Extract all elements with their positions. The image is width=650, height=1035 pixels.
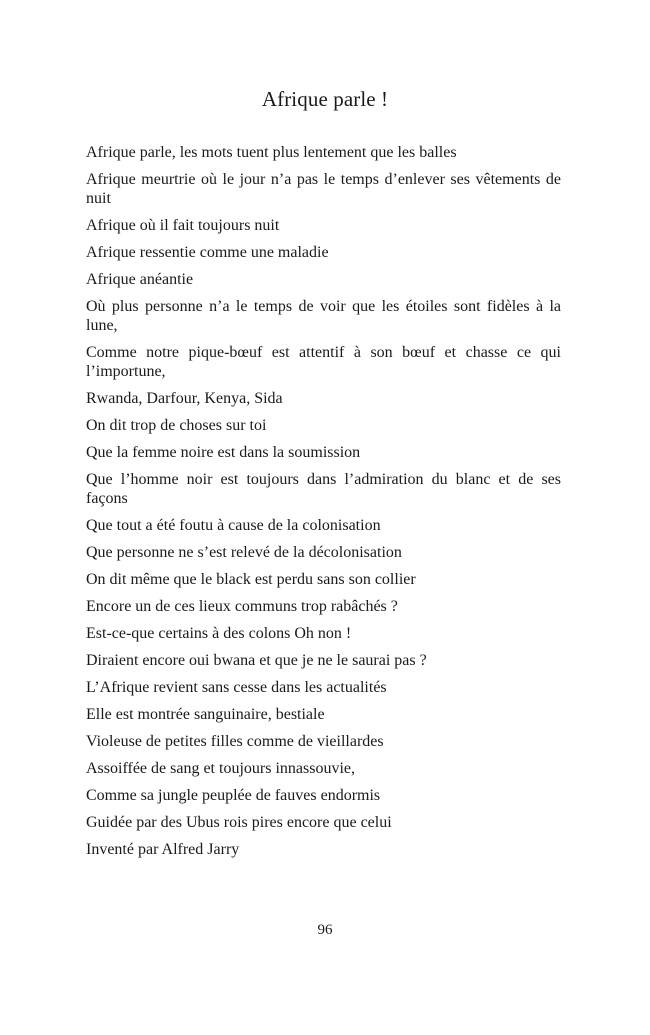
poem-verse: Où plus personne n’a le temps de voir que les étoiles sont fidèles à la lune, — [86, 298, 561, 334]
poem-verse: Afrique où il fait toujours nuit — [86, 217, 280, 234]
poem-verse: Diraient encore oui bwana et que je ne le saurai pas ? — [86, 652, 427, 669]
poem-verse: Encore un de ces lieux communs trop rabâchés ? — [86, 598, 398, 615]
poem-verse: Que tout a été foutu à cause de la colonisation — [86, 517, 381, 534]
page-number: 96 — [317, 922, 333, 938]
poem-verse: Est-ce-que certains à des colons Oh non ! — [86, 625, 352, 642]
poem-verse: On dit même que le black est perdu sans son collier — [86, 571, 416, 588]
poem-verse: Guidée par des Ubus rois pires encore que celui — [86, 814, 392, 831]
poem-verse: Que personne ne s’est relevé de la décolonisation — [86, 544, 402, 561]
poem-body — [86, 143, 561, 867]
poem-verse: Rwanda, Darfour, Kenya, Sida — [86, 390, 283, 407]
poem-verse: On dit trop de choses sur toi — [86, 417, 267, 434]
poem-verse: Afrique parle, les mots tuent plus lentement que les balles — [86, 144, 457, 161]
poem-verse: L’Afrique revient sans cesse dans les actualités — [86, 679, 387, 696]
poem-verse: Comme notre pique-bœuf est attentif à son bœuf et chasse ce qui l’importune, — [86, 344, 561, 380]
poem-verse: Comme sa jungle peuplée de fauves endormis — [86, 787, 381, 804]
poem-verse: Afrique meurtrie où le jour n’a pas le temps d’enlever ses vêtements de nuit — [86, 171, 561, 207]
poem-verse: Afrique ressentie comme une maladie — [86, 244, 329, 261]
poem-verse: Assoiffée de sang et toujours innassouvie, — [86, 760, 355, 777]
poem-verse: Que l’homme noir est toujours dans l’admiration du blanc et de ses façons — [86, 471, 561, 507]
poem-title: Afrique parle ! — [261, 87, 389, 111]
poem-verse: Elle est montrée sanguinaire, bestiale — [86, 706, 325, 723]
poem-verse: Que la femme noire est dans la soumission — [86, 444, 361, 461]
poem-verse: Violeuse de petites filles comme de vieillardes — [86, 733, 384, 750]
poem-verse: Inventé par Alfred Jarry — [86, 841, 240, 858]
poem-verse: Afrique anéantie — [86, 271, 194, 288]
